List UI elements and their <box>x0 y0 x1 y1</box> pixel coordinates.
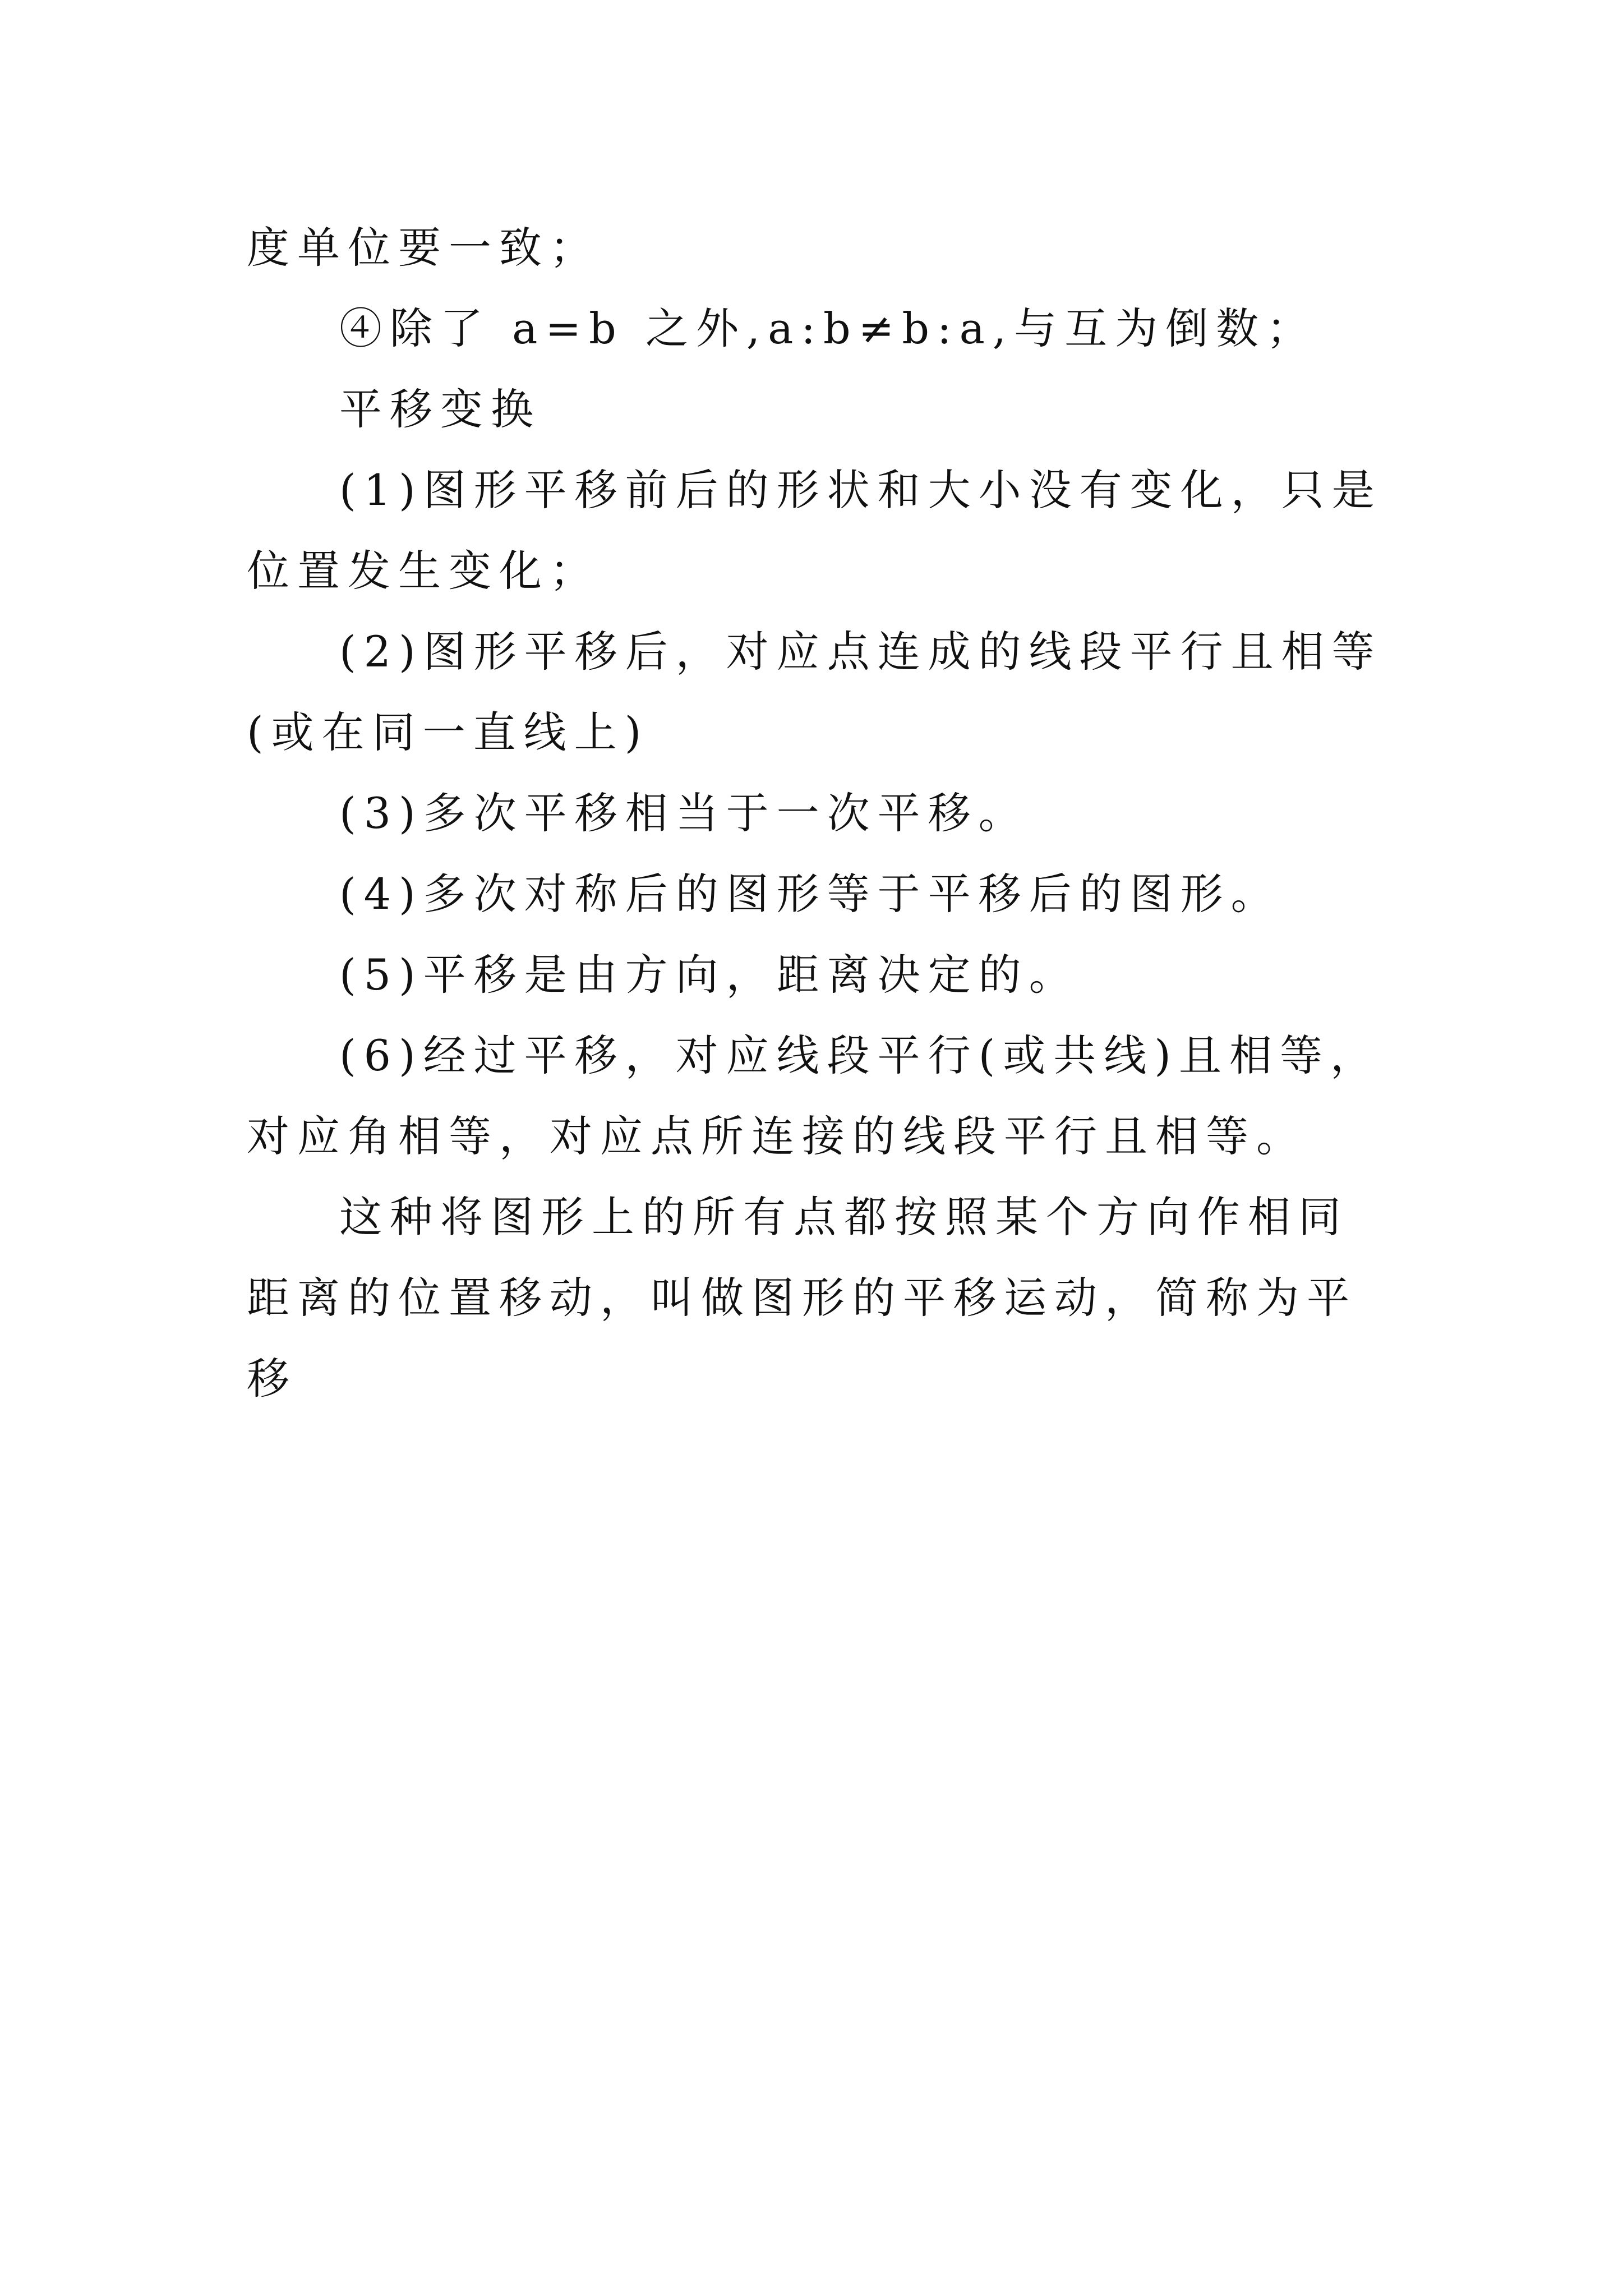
paragraph-rule-3: (3)多次平移相当于一次平移。 <box>339 788 1029 838</box>
paragraph-rule-6: (6)经过平移，对应线段平行(或共线)且相等，对应角相等，对应点所连接的线段平行且相等。 <box>247 1030 1381 1161</box>
paragraph-rule-2: (2)图形平移后，对应点连成的线段平行且相等(或在同一直线上) <box>247 627 1382 757</box>
paragraph-unit-consistency: 度单位要一致； <box>247 223 600 273</box>
paragraph-rule-5: (5)平移是由方向，距离决定的。 <box>339 950 1080 1000</box>
paragraph-rule-4: (4)多次对称后的图形等于平移后的图形。 <box>339 869 1281 919</box>
paragraph-rule-1: (1)图形平移前后的形状和大小没有变化，只是位置发生变化； <box>247 465 1382 596</box>
paragraph-definition: 这种将图形上的所有点都按照某个方向作相同距离的位置移动，叫做图形的平移运动，简称为平移 <box>247 1192 1357 1404</box>
document-body <box>247 208 1385 1419</box>
section-heading-translation: 平移变换 <box>339 384 541 434</box>
paragraph-ratio-rule: ④除了 a=b 之外,a:b≠b:a,与互为倒数； <box>339 303 1317 353</box>
